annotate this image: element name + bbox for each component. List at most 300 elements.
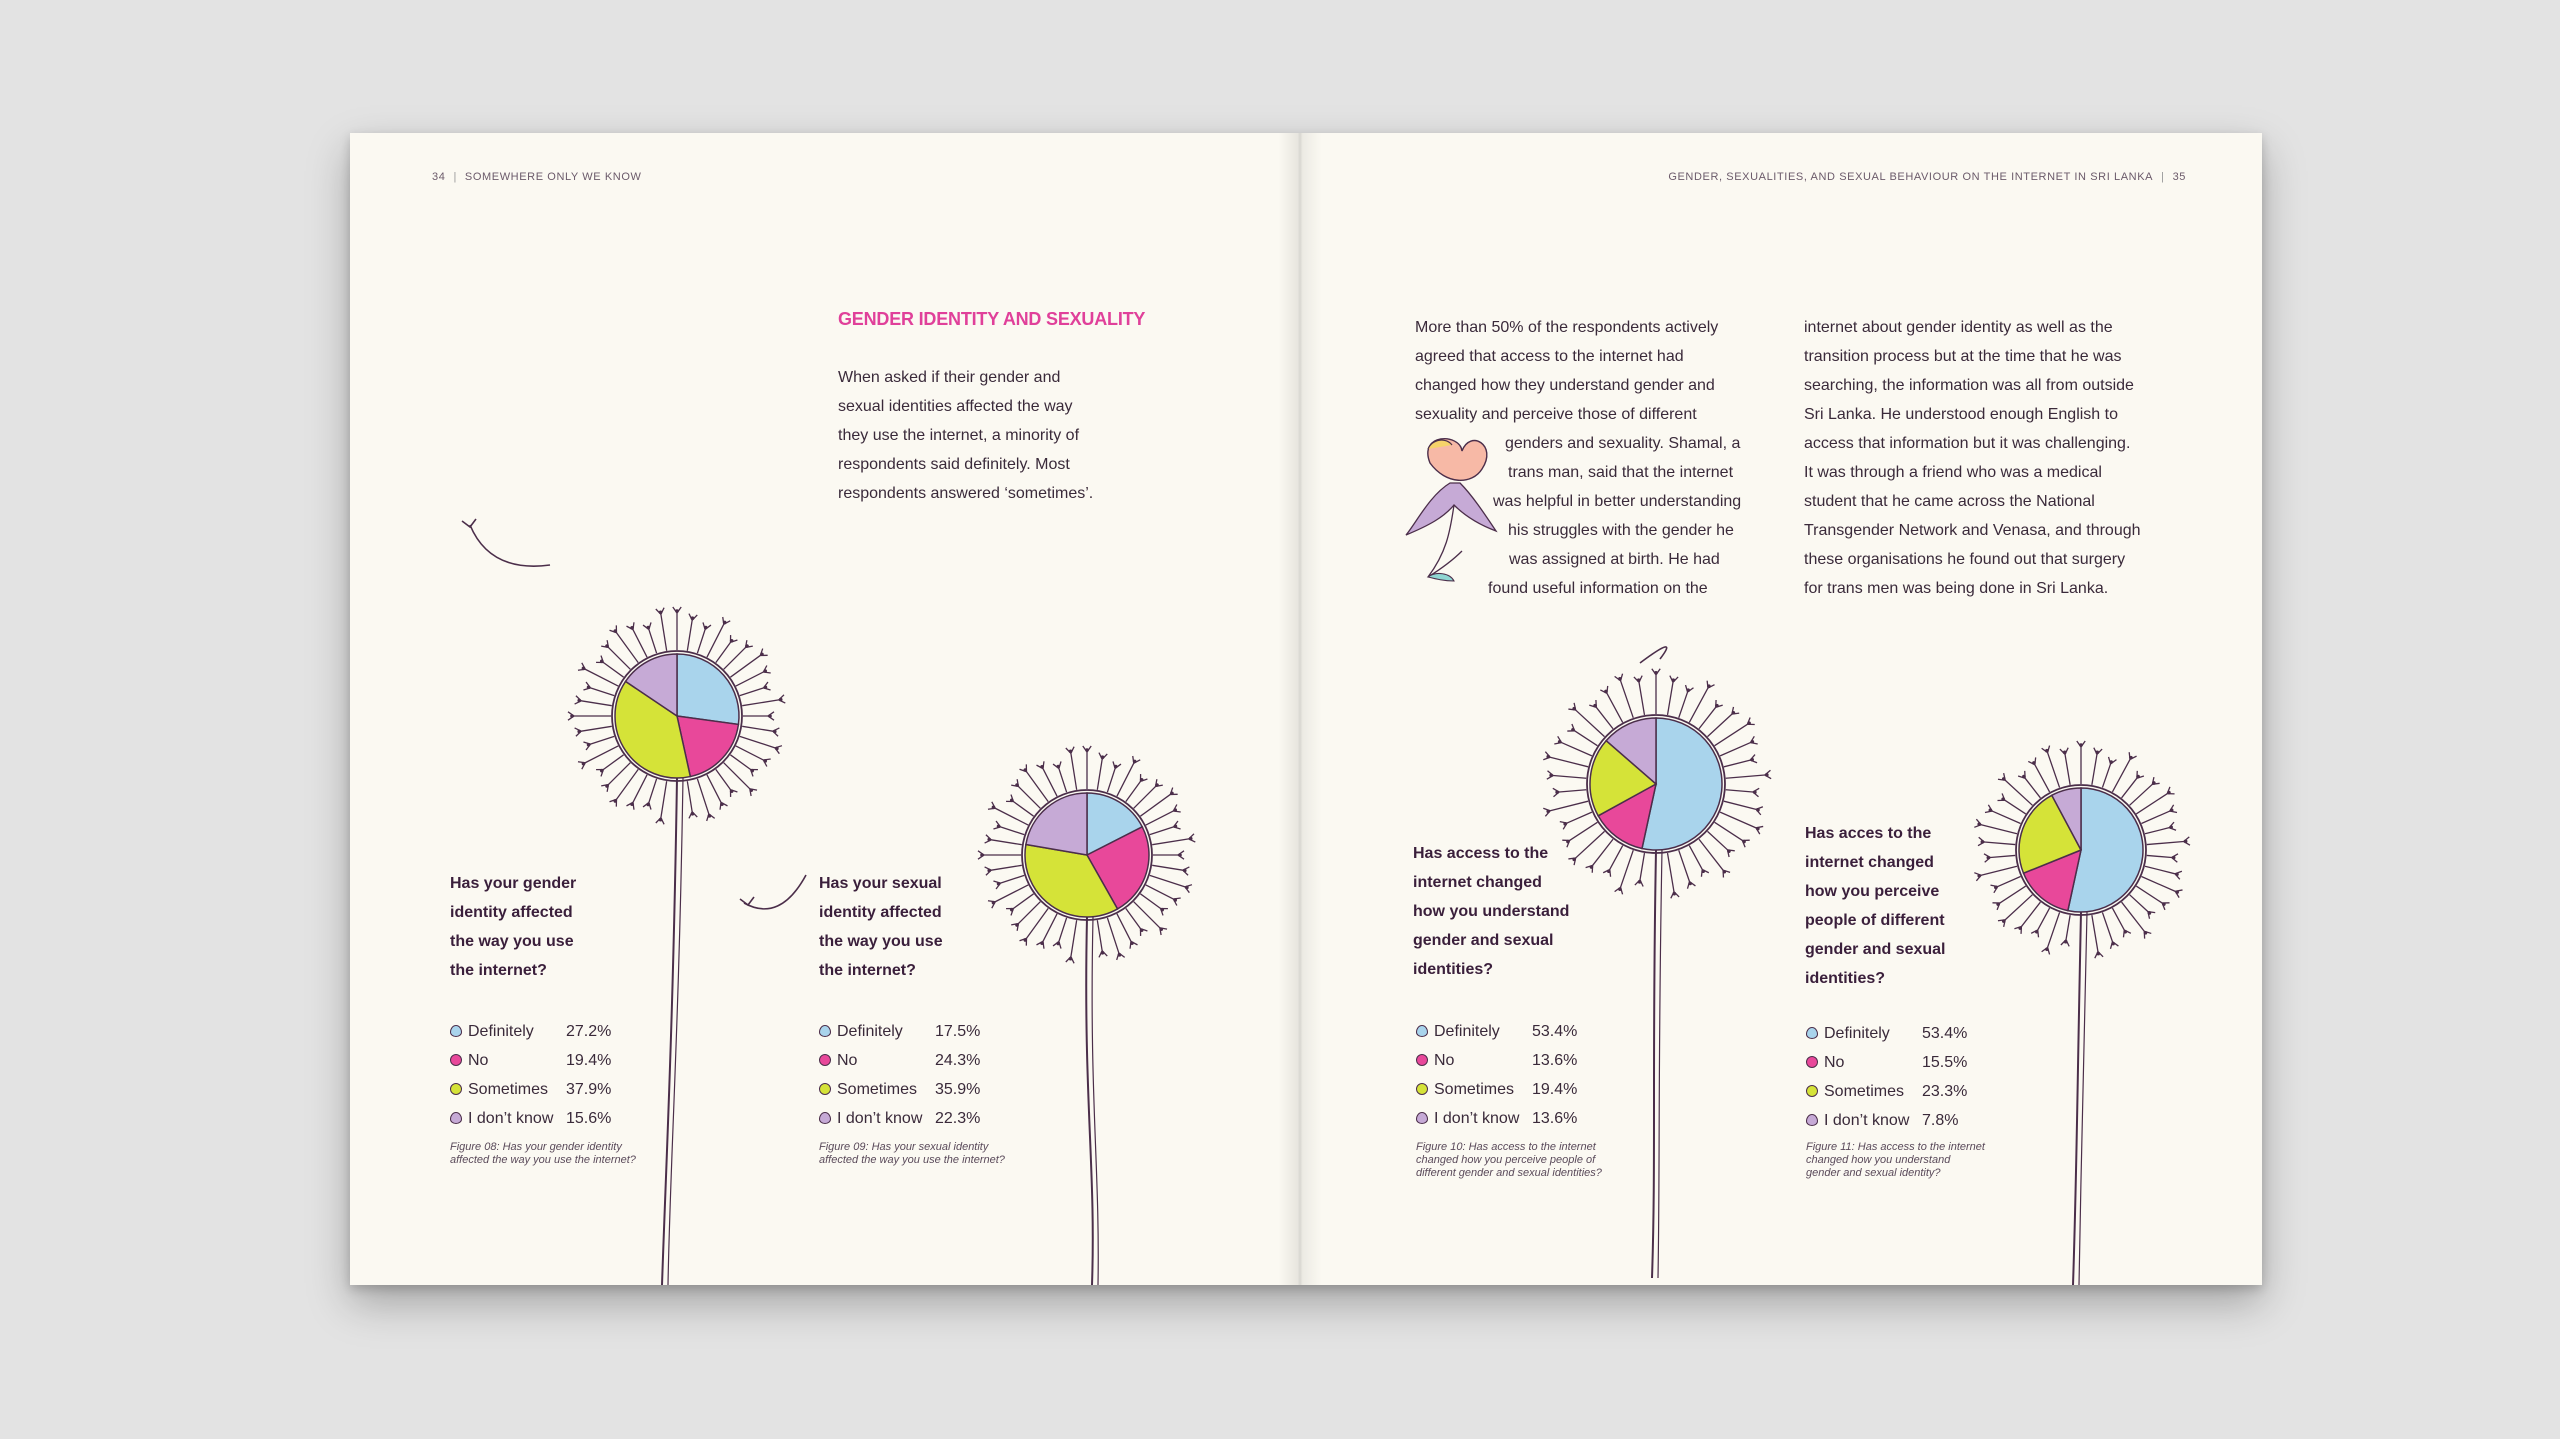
dandelion-seed-dot [730, 639, 734, 643]
dandelion-seed-dot [723, 621, 727, 625]
question-line: how you understand [1413, 903, 1570, 920]
dandelion-seed-dot [1604, 690, 1608, 694]
dandelion-ray [730, 755, 750, 770]
dandelion-seed-dot [730, 789, 734, 793]
dandelion-ray [1720, 743, 1750, 756]
question-line: gender and sexual [1413, 932, 1554, 949]
dandelion-seed-dot [2063, 751, 2067, 755]
dandelion-ray [1107, 918, 1118, 953]
legend-label: No [837, 1052, 858, 1069]
legend-value: 15.5% [1922, 1054, 1968, 1071]
legend-value: 7.8% [1922, 1112, 1959, 1129]
dandelion-seed-dot [646, 626, 650, 630]
dandelion-seed-dot [1753, 790, 1757, 794]
dandelion-seed-dot [1686, 688, 1690, 692]
dandelion-seed-dot [1707, 684, 1711, 688]
dandelion-seed-dot [1571, 728, 1575, 732]
dandelion-seed-dot [691, 812, 695, 816]
dandelion-ray [649, 629, 657, 653]
dandelion-seed-dot [582, 667, 586, 671]
dandelion-seed-dot [2184, 840, 2188, 844]
legend-value: 24.3% [935, 1052, 981, 1069]
body-line: agreed that access to the internet had [1415, 348, 1684, 365]
dandelion-seed-dot [1654, 671, 1658, 675]
dandelion-ray [2112, 759, 2130, 792]
legend-label: Sometimes [468, 1081, 549, 1098]
dandelion-ray [697, 629, 705, 653]
dandelion-ray [2021, 902, 2040, 926]
dandelion-seed-dot [605, 784, 609, 788]
dandelion-chart-11 [1974, 741, 2190, 1285]
dandelion-seed-dot [1742, 840, 1746, 844]
dandelion-ray [1699, 839, 1723, 870]
dandelion-ray [1134, 786, 1156, 808]
dandelion-ray [1596, 707, 1613, 728]
dandelion-seed-dot [2002, 777, 2006, 781]
body-line: was helpful in better understanding [1493, 493, 1742, 510]
dandelion-seed-dot [1101, 755, 1105, 759]
question-line: identities? [1805, 970, 1886, 987]
dandelion-ray [2141, 877, 2175, 892]
legend-value: 19.4% [566, 1052, 612, 1069]
body-line: his struggles with the gender he [1508, 522, 1734, 539]
dandelion-ray [2136, 794, 2167, 814]
legend-label: Definitely [1434, 1023, 1500, 1040]
dandelion-seed-dot [1558, 740, 1562, 744]
dandelion-seed-dot [1549, 774, 1553, 778]
question-line: identity affected [450, 904, 573, 921]
question-line: Has acces to the [1805, 825, 1932, 842]
dandelion-seed-dot [659, 818, 663, 822]
dandelion-ray [1679, 692, 1688, 718]
dandelion-ray [1117, 763, 1134, 796]
dandelion-seed-dot [1546, 755, 1550, 759]
question-line: Has your sexual [819, 875, 942, 892]
dandelion-ray [1621, 850, 1634, 887]
dandelion-seed-dot [1555, 790, 1559, 794]
dandelion-seed-dot [1638, 880, 1642, 884]
dandelion-seed-dot [1977, 874, 1981, 878]
dandelion-seed-dot [675, 609, 679, 613]
legend-label: No [468, 1052, 489, 1069]
dandelion-seed-dot [1159, 927, 1163, 931]
dandelion-ray [1992, 811, 2020, 823]
dandelion-ray [995, 885, 1028, 902]
dandelion-seed-dot [2175, 890, 2179, 894]
body-line: internet about gender identity as well as the [1804, 319, 2113, 336]
dandelion-seed-dot [1727, 849, 1731, 853]
dandelion-seed-dot [582, 762, 586, 766]
dandelion-ray [1724, 760, 1750, 767]
legend-value: 53.4% [1922, 1025, 1968, 1042]
question-line: gender and sexual [1805, 941, 1946, 958]
caption-line: different gender and sexual identities? [1416, 1167, 1602, 1179]
dandelion-ray [1689, 846, 1702, 870]
dandelion-seed-dot [587, 743, 591, 747]
dandelion-seed-dot [659, 610, 663, 614]
legend-value: 13.6% [1532, 1110, 1578, 1127]
dandelion-ray [590, 736, 614, 744]
dandelion-ray [991, 840, 1022, 845]
body-line: More than 50% of the respondents actively [1415, 319, 1719, 336]
dandelion-seed-dot [570, 714, 574, 718]
dandelion-seed-dot [2167, 791, 2171, 795]
body-line: changed how they understand gender and [1415, 377, 1715, 394]
dandelion-seed-dot [1994, 886, 1998, 890]
dandelion-seed-dot [1750, 758, 1754, 762]
dandelion-ray [1550, 801, 1588, 811]
floating-seed-wisp [1640, 647, 1667, 663]
dandelion-seed-dot [2079, 743, 2083, 747]
dandelion-ray [1071, 920, 1077, 957]
dandelion-ray [2112, 908, 2124, 930]
legend-label: Definitely [468, 1023, 534, 1040]
question-line: people of different [1805, 912, 1945, 929]
dandelion-seed-dot [691, 616, 695, 620]
dandelion-seed-dot [2001, 797, 2005, 801]
dandelion-seed-dot [2129, 756, 2133, 760]
dandelion-seed-dot [2095, 751, 2099, 755]
dandelion-seed-dot [1618, 677, 1622, 681]
dandelion-seed-dot [2035, 930, 2039, 934]
dandelion-seed-dot [1155, 783, 1159, 787]
dandelion-seed-dot [763, 759, 767, 763]
dandelion-seed-dot [2148, 911, 2152, 915]
dandelion-seed-dot [577, 730, 581, 734]
dandelion-ray [1018, 902, 1040, 924]
dandelion-seed-dot [1140, 928, 1144, 932]
dandelion-ray [608, 647, 630, 669]
body-line: transition process but at the time that he was [1804, 348, 2122, 365]
dandelion-seed-dot [1672, 678, 1676, 682]
dandelion-seed-dot [2045, 948, 2049, 952]
dandelion-ray [740, 736, 775, 747]
dandelion-seed-dot [775, 747, 779, 751]
dandelion-ray [1013, 894, 1033, 909]
dandelion-chart-8 [568, 607, 785, 1285]
dandelion-ray [581, 701, 612, 706]
dandelion-seed-dot [1673, 892, 1677, 896]
dandelion-ray [1550, 757, 1588, 767]
dandelion-seed-dot [1572, 707, 1576, 711]
legend-label: Sometimes [837, 1081, 918, 1098]
dandelion-ray [1553, 775, 1586, 778]
body-line: these organisations he found out that surgery [1804, 551, 2126, 568]
dandelion-seed-dot [1566, 840, 1570, 844]
dandelion-ray [2035, 765, 2050, 792]
book-spread [350, 133, 2262, 1285]
dandelion-ray [1576, 710, 1605, 737]
dandelion-ray [1575, 731, 1598, 746]
running-head-separator: | [453, 171, 457, 183]
dandelion-seed-dot [763, 669, 767, 673]
question-line: internet changed [1413, 874, 1542, 891]
dandelion-seed-dot [2136, 775, 2140, 779]
dandelion-ray [2136, 886, 2162, 903]
dandelion-seed-dot [1040, 765, 1044, 769]
dandelion-ray [603, 755, 623, 770]
question-line: the internet? [819, 962, 916, 979]
question-line: identity affected [819, 904, 942, 921]
dandelion-ray [1013, 802, 1033, 817]
caption-line: affected the way you use the internet? [450, 1154, 636, 1166]
legend-label: Sometimes [1434, 1081, 1515, 1098]
dandelion-ray [724, 647, 746, 669]
dandelion-ray [1640, 853, 1644, 880]
dandelion-seed-dot [1607, 869, 1611, 873]
dandelion-seed-dot [2111, 942, 2115, 946]
dandelion-ray [1146, 885, 1174, 899]
question-line: the way you use [450, 933, 574, 950]
dandelion-ray [1639, 682, 1644, 715]
dandelion-seed-dot [1133, 760, 1137, 764]
dandelion-seed-dot [1160, 908, 1164, 912]
intro-line: they use the internet, a minority of [838, 427, 1080, 444]
dandelion-seed-dot [1085, 748, 1089, 752]
dandelion-seed-dot [1756, 808, 1760, 812]
dandelion-ray [1152, 865, 1183, 870]
legend-value: 23.3% [1922, 1083, 1968, 1100]
dandelion-seed-dot [1185, 886, 1189, 890]
dandelion-ray [2025, 778, 2040, 798]
dandelion-ray [1107, 768, 1115, 792]
legend-value: 22.3% [935, 1110, 981, 1127]
question-line: the way you use [819, 933, 943, 950]
dandelion-seed-dot [1173, 898, 1177, 902]
dandelion-ray [585, 746, 618, 763]
dandelion-seed-dot [997, 882, 1001, 886]
dandelion-ray [1559, 790, 1586, 792]
dandelion-seed-dot [2169, 825, 2173, 829]
dandelion-ray [1668, 853, 1674, 892]
legend-value: 35.9% [935, 1081, 981, 1098]
dandelion-ray [1561, 743, 1591, 756]
dandelion-seed-dot [2064, 940, 2068, 944]
dandelion-ray [1981, 866, 2017, 875]
dandelion-seed-dot [2172, 856, 2176, 860]
dandelion-seed-dot [577, 699, 581, 703]
legend-value: 27.2% [566, 1023, 612, 1040]
dandelion-ray [991, 865, 1022, 870]
legend-value: 17.5% [935, 1023, 981, 1040]
dandelion-ray [1018, 786, 1040, 808]
dandelion-ray [2130, 895, 2148, 912]
question-line: Has access to the [1413, 845, 1549, 862]
legend-label: No [1434, 1052, 1455, 1069]
dandelion-seed-dot [750, 769, 754, 773]
dandelion-ray [740, 688, 764, 696]
dandelion-ray [1990, 855, 2015, 857]
dandelion-seed-dot [708, 814, 712, 818]
dandelion-ray [1150, 827, 1174, 835]
dandelion-ray [736, 746, 764, 760]
dandelion-seed-dot [600, 769, 604, 773]
legend-value: 37.9% [566, 1081, 612, 1098]
dandelion-seed-dot [1732, 711, 1736, 715]
dandelion-ray [1726, 790, 1753, 792]
dandelion-ray [1152, 839, 1189, 845]
dandelion-ray [1668, 682, 1673, 715]
intro-line: sexual identities affected the way [838, 398, 1073, 415]
dandelion-seed-dot [2045, 749, 2049, 753]
question-line: Has your gender [450, 875, 577, 892]
section-title: GENDER IDENTITY AND SEXUALITY [838, 309, 1146, 329]
dandelion-ray [1097, 759, 1102, 790]
dandelion-seed-dot [630, 802, 634, 806]
dandelion-seed-dot [2175, 873, 2179, 877]
dandelion-ray [2005, 800, 2026, 814]
dandelion-seed-dot [992, 901, 996, 905]
caption-line: gender and sexual identity? [1806, 1167, 1941, 1179]
body-line: Sri Lanka. He understood enough English to [1804, 406, 2118, 423]
dandelion-seed-dot [2152, 781, 2156, 785]
dandelion-ray [1000, 827, 1024, 835]
caption-line: Figure 08: Has your gender identity [450, 1141, 622, 1153]
dandelion-ray [2066, 915, 2070, 940]
dandelion-seed-dot [1010, 799, 1014, 803]
dandelion-ray [2102, 764, 2110, 788]
dandelion-ray [1146, 811, 1174, 825]
dandelion-ray [1981, 825, 2017, 834]
dandelion-ray [1576, 831, 1605, 858]
dandelion-seed-dot [1593, 704, 1597, 708]
dandelion-ray [2147, 855, 2172, 857]
left-running-head-title: SOMEWHERE ONLY WE KNOW [464, 171, 642, 183]
dandelion-ray [2048, 753, 2060, 788]
dandelion-ray [1150, 875, 1185, 886]
legend-value: 53.4% [1532, 1023, 1578, 1040]
legend-label: I don’t know [468, 1110, 554, 1127]
dandelion-seed-dot [2170, 808, 2174, 812]
dandelion-ray [1610, 846, 1623, 870]
dandelion-ray [2005, 780, 2032, 805]
dandelion-ray [2005, 895, 2032, 920]
intro-line: respondents said definitely. Most [838, 456, 1070, 473]
legend-label: Definitely [1824, 1025, 1890, 1042]
right-running-head-title: GENDER, SEXUALITIES, AND SEXUAL BEHAVIOUR ON THE INTERNET IN SRI LANKA [1668, 171, 2154, 183]
dandelion-seed-dot [1751, 740, 1755, 744]
dandelion-seed-dot [987, 869, 991, 873]
right-page-number: 35 [2172, 171, 2186, 183]
dandelion-seed-dot [1996, 902, 2000, 906]
dandelion-ray [633, 775, 647, 803]
dandelion-ray [1621, 681, 1634, 718]
dandelion-seed-dot [997, 824, 1001, 828]
body-line: for trans men was being done in Sri Lanka. [1804, 580, 2109, 597]
dandelion-ray [1715, 822, 1743, 840]
dandelion-seed-dot [980, 853, 984, 857]
dandelion-seed-dot [987, 838, 991, 842]
dandelion-ray [2147, 841, 2184, 844]
dandelion-chart-9 [978, 746, 1195, 1285]
floating-seed-wisp [744, 875, 806, 909]
dandelion-ray [1724, 801, 1756, 809]
dandelion-seed-dot [773, 730, 777, 734]
dandelion-ray [687, 620, 692, 651]
dandelion-seed-dot [1130, 941, 1134, 945]
dandelion-ray [2092, 754, 2097, 785]
intro-line: respondents answered ‘sometimes’. [838, 485, 1094, 502]
dandelion-ray [585, 669, 618, 686]
dandelion-seed-dot [704, 626, 708, 630]
dandelion-seed-dot [1572, 858, 1576, 862]
pie-slice-definitely [677, 654, 739, 724]
dandelion-ray [1708, 831, 1728, 849]
dandelion-seed-dot [1023, 768, 1027, 772]
dandelion-seed-dot [1546, 809, 1550, 813]
dandelion-ray [1699, 707, 1716, 728]
dandelion-seed-dot [1178, 853, 1182, 857]
floating-seed-icon [740, 897, 754, 905]
dandelion-ray [1140, 894, 1160, 909]
caption-line: changed how you understand [1806, 1154, 1951, 1166]
dandelion-seed-dot [1756, 827, 1760, 831]
dandelion-ray [1984, 842, 2015, 845]
caption-line: Figure 11: Has access to the internet [1806, 1141, 1985, 1153]
dandelion-ray [633, 630, 647, 658]
body-line: access that information but it was challenging. [1804, 435, 2131, 452]
dandelion-ray [1689, 688, 1708, 722]
dandelion-seed-dot [2002, 919, 2006, 923]
dandelion-seed-dot [1015, 923, 1019, 927]
dandelion-illustrations [350, 133, 2262, 1285]
dandelion-seed-dot [2123, 930, 2127, 934]
dandelion-ray [1720, 812, 1756, 828]
dandelion-ray [590, 688, 614, 696]
legend-value: 19.4% [1532, 1081, 1578, 1098]
dandelion-seed-dot [1989, 808, 1993, 812]
dandelion-ray [1708, 714, 1732, 736]
dandelion-seed-dot [1701, 869, 1705, 873]
dandelion-seed-dot [2096, 952, 2100, 956]
body-line: sexuality and perceive those of different [1415, 406, 1697, 423]
dandelion-ray [2000, 886, 2026, 903]
floating-seed-icon [462, 519, 476, 527]
dandelion-seed-dot [1723, 870, 1727, 874]
legend-label: No [1824, 1054, 1845, 1071]
dandelion-ray [661, 781, 667, 818]
dandelion-seed-dot [992, 806, 996, 810]
legend-value: 13.6% [1532, 1052, 1578, 1069]
dandelion-seed-dot [630, 626, 634, 630]
legend-label: Sometimes [1824, 1083, 1905, 1100]
legend-label: I don’t know [1824, 1112, 1910, 1129]
dandelion-seed-dot [1101, 951, 1105, 955]
dandelion-ray [742, 700, 779, 706]
dandelion-ray [716, 642, 731, 662]
question-line: internet changed [1805, 854, 1934, 871]
dandelion-ray [1607, 693, 1623, 722]
dandelion-seed-dot [779, 698, 783, 702]
dandelion-ray [2130, 784, 2153, 805]
dandelion-seed-dot [1747, 721, 1751, 725]
caption-line: affected the way you use the internet? [819, 1154, 1005, 1166]
question-line: how you perceive [1805, 883, 1940, 900]
dandelion-seed-dot [1563, 822, 1567, 826]
dandelion-ray [1998, 877, 2021, 887]
dandelion-seed-dot [764, 685, 768, 689]
dandelion-ray [2141, 811, 2169, 823]
dandelion-seed-dot [768, 714, 772, 718]
dandelion-ray [1126, 908, 1141, 928]
dandelion-seed-dot [1069, 957, 1073, 961]
dandelion-ray [2065, 754, 2070, 785]
body-line: trans man, said that the internet [1508, 464, 1734, 481]
dandelion-seed-dot [613, 629, 617, 633]
dandelion-seed-dot [613, 799, 617, 803]
dandelion-seed-dot [2162, 902, 2166, 906]
dandelion-ray [742, 726, 773, 731]
